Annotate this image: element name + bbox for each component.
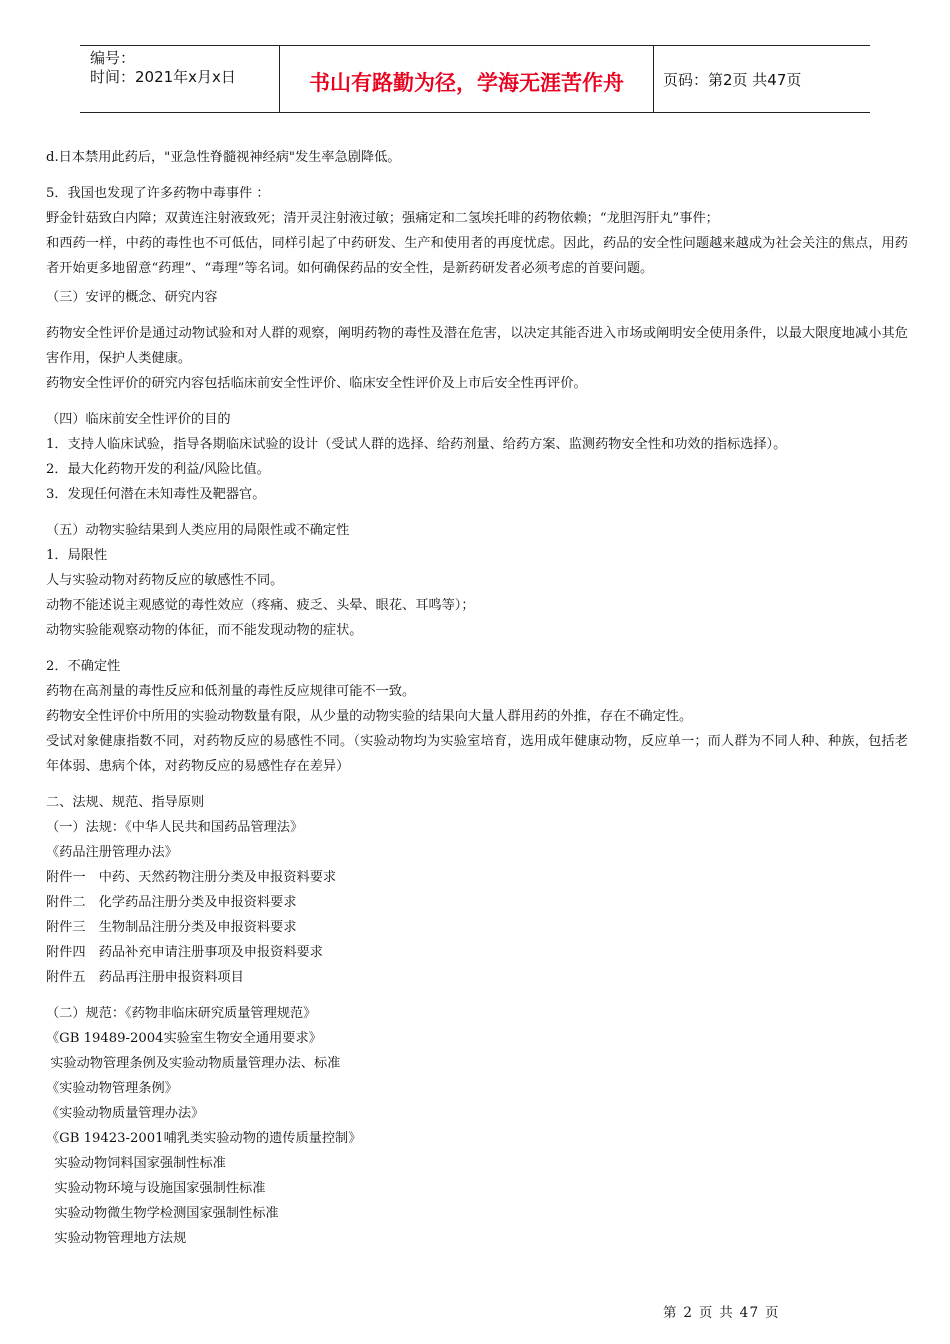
paragraph: 和西药一样，中药的毒性也不可低估，同样引起了中药研发、生产和使用者的再度忧虑。因此，药品的安全性问题越来越成为社会关注的焦点，用药者开始更多地留意“药理”、“毒理”等名词。如何确保药品的安全性，是新药研发者必须考虑的首要问题。 [46, 236, 908, 276]
header-motto: 书山有路勤为径，学海无涯苦作舟 [280, 46, 654, 112]
section-heading: （四）临床前安全性评价的目的 [46, 412, 231, 427]
list-item: 附件三 生物制品注册分类及申报资料要求 [46, 920, 297, 935]
list-item: 《GB 19423-2001哺乳类实验动物的遗传质量控制》 [46, 1131, 362, 1146]
list-item: 《实验动物质量管理办法》 [46, 1106, 205, 1121]
list-item: 1．支持人临床试验，指导各期临床试验的设计（受试人群的选择、给药剂量、给药方案、监测药物安全性和功效的指标选择）。 [46, 437, 787, 452]
list-item: 附件一 中药、天然药物注册分类及申报资料要求 [46, 870, 337, 885]
code-label: 编号： [90, 49, 136, 67]
list-item: 实验动物管理条例及实验动物质量管理办法、标准 [46, 1056, 341, 1071]
list-item: 附件二 化学药品注册分类及申报资料要求 [46, 895, 297, 910]
header-page-label: 页码：第2页 共47页 [663, 70, 802, 89]
page-header [80, 45, 870, 113]
subheading: 1．局限性 [46, 548, 108, 563]
paragraph: 药物安全性评价的研究内容包括临床前安全性评价、临床安全性评价及上市后安全性再评价。 [46, 376, 587, 391]
page-footer: 第 2 页 共 47 页 [663, 1305, 780, 1321]
list-item: 实验动物微生物学检测国家强制性标准 [46, 1206, 279, 1221]
section-heading: 二、法规、规范、指导原则 [46, 795, 205, 810]
subheading: （一）法规：《中华人民共和国药品管理法》 [46, 820, 304, 835]
list-item: 附件五 药品再注册申报资料项目 [46, 970, 244, 985]
list-item: 2．最大化药物开发的利益/风险比值。 [46, 462, 270, 477]
paragraph: 人与实验动物对药物反应的敏感性不同。 [46, 573, 284, 588]
list-item: 《药品注册管理办法》 [46, 845, 178, 860]
list-item: 附件四 药品补充申请注册事项及申报资料要求 [46, 945, 323, 960]
list-item: 实验动物饲料国家强制性标准 [46, 1156, 226, 1171]
subheading: （二）规范：《药物非临床研究质量管理规范》 [46, 1006, 317, 1021]
time-label: 时间：2021年x月x日 [90, 68, 236, 86]
list-item: 《GB 19489-2004实验室生物安全通用要求》 [46, 1031, 322, 1046]
section-heading: （五）动物实验结果到人类应用的局限性或不确定性 [46, 523, 350, 538]
list-item: 3．发现任何潜在未知毒性及靶器官。 [46, 487, 266, 502]
paragraph: d.日本禁用此药后，"亚急性脊髓视神经病"发生率急剧降低。 [46, 150, 401, 165]
subheading: 2．不确定性 [46, 659, 121, 674]
header-meta [80, 46, 280, 112]
section-heading: （三）安评的概念、研究内容 [46, 290, 218, 305]
document-body [46, 145, 908, 1251]
paragraph: 受试对象健康指数不同，对药物反应的易感性不同。（实验动物均为实验室培育，选用成年健康动物，反应单一；而人群为不同人种、种族，包括老年体弱、患病个体，对药物反应的易感性存在差异） [46, 734, 908, 774]
paragraph: 药物在高剂量的毒性反应和低剂量的毒性反应规律可能不一致。 [46, 684, 416, 699]
paragraph: 药物安全性评价是通过动物试验和对人群的观察，阐明药物的毒性及潜在危害，以决定其能否进入市场或阐明安全使用条件，以最大限度地减小其危害作用，保护人类健康。 [46, 326, 908, 366]
paragraph: 药物安全性评价中所用的实验动物数量有限，从少量的动物实验的结果向大量人群用药的外推，存在不确定性。 [46, 709, 693, 724]
paragraph: 动物实验能观察动物的体征，而不能发现动物的症状。 [46, 623, 363, 638]
list-item: 实验动物环境与设施国家强制性标准 [46, 1181, 266, 1196]
section-heading: 5．我国也发现了许多药物中毒事件 ： [46, 186, 270, 201]
list-item: 《实验动物管理条例》 [46, 1081, 178, 1096]
paragraph: 野金针菇致白内障；双黄连注射液致死；清开灵注射液过敏；强痛定和二氢埃托啡的药物依赖；“龙胆泻肝丸”事件； [46, 211, 719, 226]
list-item: 实验动物管理地方法规 [46, 1231, 187, 1246]
paragraph: 动物不能述说主观感觉的毒性效应（疼痛、疲乏、头晕、眼花、耳鸣等）； [46, 598, 475, 613]
